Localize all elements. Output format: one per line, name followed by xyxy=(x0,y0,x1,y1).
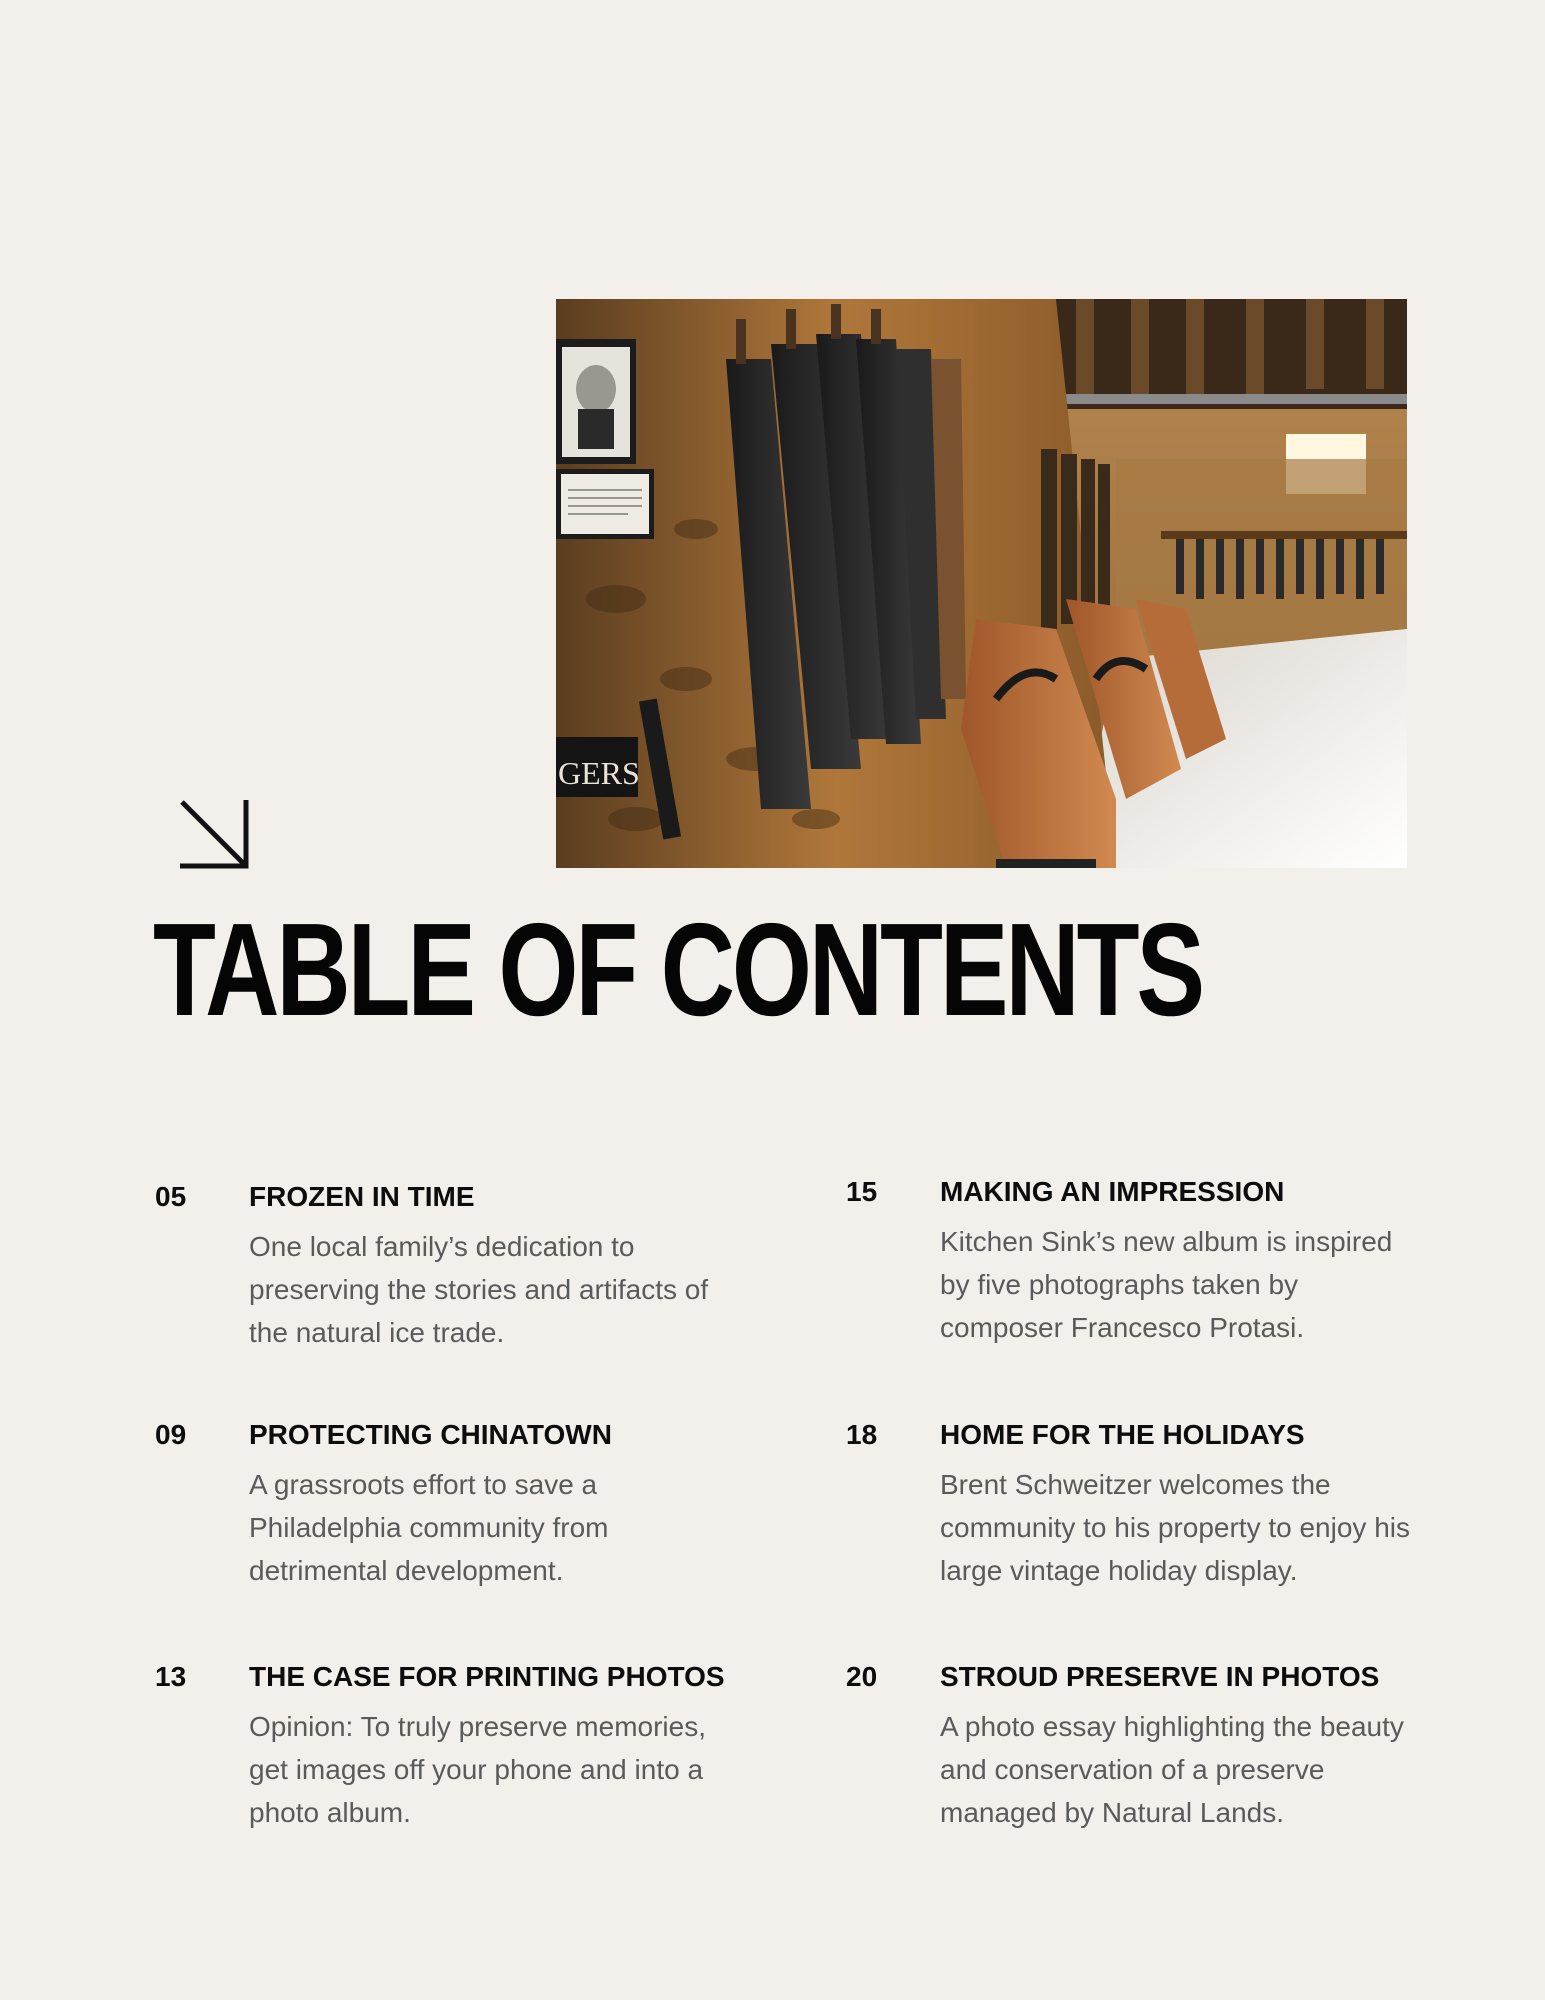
toc-page-number: 05 xyxy=(155,1181,187,1212)
toc-heading[interactable]: THE CASE FOR PRINTING PHOTOS xyxy=(249,1661,725,1692)
arrow-down-right-icon xyxy=(176,796,252,872)
toc-page-number: 13 xyxy=(155,1661,187,1692)
toc-description: Kitchen Sink’s new album is inspired by five photographs taken by composer Francesco Protasi. xyxy=(940,1226,1393,1343)
toc-description: One local family’s dedication to preserving the stories and artifacts of the natural ice trade. xyxy=(249,1231,709,1348)
toc-heading[interactable]: STROUD PRESERVE IN PHOTOS xyxy=(940,1661,1380,1692)
toc-description: A grassroots effort to save a Philadelphia community from detrimental development. xyxy=(249,1469,609,1586)
toc-heading[interactable]: FROZEN IN TIME xyxy=(249,1181,475,1212)
toc-description: Opinion: To truly preserve memories, get images off your phone and into a photo album. xyxy=(249,1711,706,1828)
toc-page-number: 15 xyxy=(846,1176,878,1207)
sign-text: GERS xyxy=(558,755,640,791)
feature-photo xyxy=(556,299,1407,868)
toc-page-number: 20 xyxy=(846,1661,878,1692)
toc-description: Brent Schweitzer welcomes the community to his property to enjoy his large vintage holiday display. xyxy=(940,1469,1410,1586)
toc-heading[interactable]: PROTECTING CHINATOWN xyxy=(249,1419,612,1450)
toc-page-number: 18 xyxy=(846,1419,878,1450)
page-title: TABLE OF CONTENTS xyxy=(153,896,1202,1043)
toc-heading[interactable]: MAKING AN IMPRESSION xyxy=(940,1176,1285,1207)
toc-heading[interactable]: HOME FOR THE HOLIDAYS xyxy=(940,1419,1305,1450)
toc-page-number: 09 xyxy=(155,1419,187,1450)
toc-description: A photo essay highlighting the beauty and conservation of a preserve managed by Natural Lands. xyxy=(940,1711,1404,1828)
